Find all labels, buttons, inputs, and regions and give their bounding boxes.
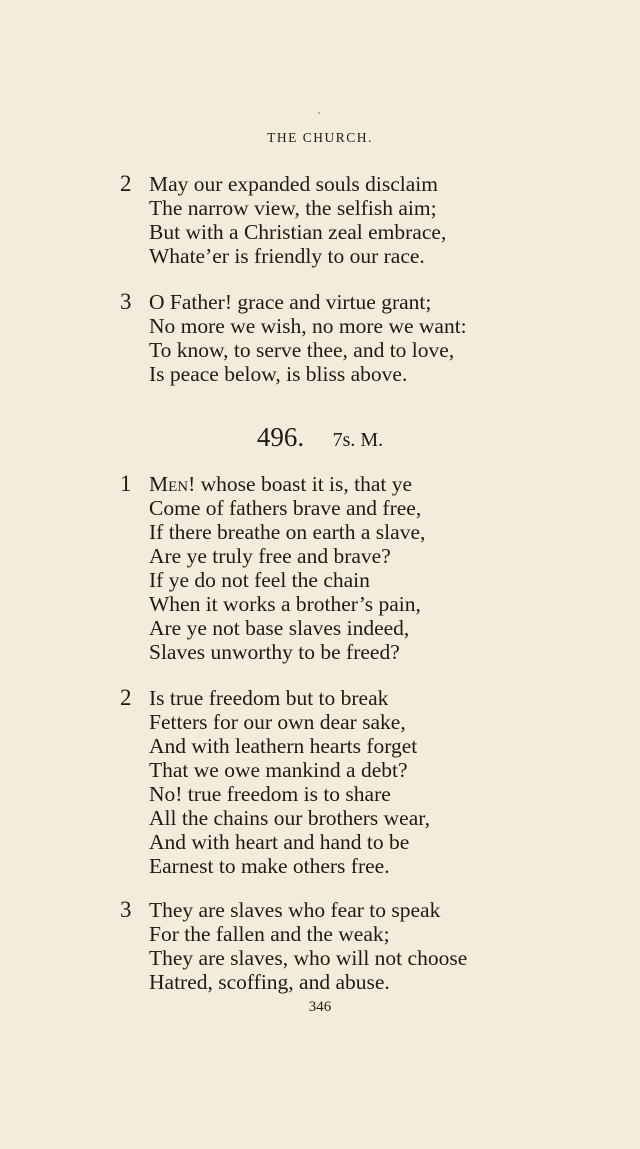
verse-line: All the chains our brothers wear, <box>149 806 430 830</box>
page-number: 346 <box>308 999 332 1015</box>
verse-line <box>149 472 425 496</box>
stanza-number: 1 <box>120 471 132 496</box>
verse-line: Is peace below, is bliss above. <box>149 362 408 386</box>
verse-line: Are ye not base slaves indeed, <box>149 616 410 640</box>
verse-line: And with leathern hearts forget <box>149 734 418 758</box>
first-word: Men <box>149 472 189 496</box>
verse-line: May our expanded souls disclaim <box>149 172 439 196</box>
verse-line: They are slaves, who will not choose <box>149 946 468 970</box>
verse-line: Are ye truly free and brave? <box>149 544 391 568</box>
hymn-meter: 7s. M. <box>332 429 384 451</box>
verse-line: If there breathe on earth a slave, <box>149 520 426 544</box>
verse-line: O Father! grace and virtue grant; <box>149 290 432 314</box>
verse-line: If ye do not feel the chain <box>149 568 370 592</box>
verse-line: Slaves unworthy to be freed? <box>149 640 400 664</box>
verse-line: Whate’er is friendly to our race. <box>149 244 425 268</box>
verse-line: No more we wish, no more we want: <box>149 314 467 338</box>
hymn-496-stanza-2 <box>120 686 430 878</box>
hymn-heading <box>0 422 640 455</box>
verse-line: That we owe mankind a debt? <box>149 758 408 782</box>
stanza-3-previous <box>120 290 467 386</box>
stanza-number: 2 <box>120 685 132 710</box>
verse-line: But with a Christian zeal embrace, <box>149 220 447 244</box>
verse-line: No! true freedom is to share <box>149 782 391 806</box>
verse-line: When it works a brother’s pain, <box>149 592 421 616</box>
verse-line: Is true freedom but to break <box>149 686 389 710</box>
verse-line: And with heart and hand to be <box>149 830 410 854</box>
running-head: THE CHURCH. <box>267 130 373 145</box>
verse-line: Hatred, scoffing, and abuse. <box>149 970 390 994</box>
hymn-496-stanza-1 <box>120 472 425 664</box>
verse-line: They are slaves who fear to speak <box>149 898 441 922</box>
stanza-number: 3 <box>120 897 132 922</box>
verse-line: For the fallen and the weak; <box>149 922 390 946</box>
verse-line: Earnest to make others free. <box>149 854 390 878</box>
verse-line: The narrow view, the selfish aim; <box>149 196 437 220</box>
verse-line: Come of fathers brave and free, <box>149 496 422 520</box>
verse-line: To know, to serve thee, and to love, <box>149 338 455 362</box>
stanza-number: 3 <box>120 289 132 314</box>
hymn-number: 496. <box>256 422 305 452</box>
stanza-number: 2 <box>120 171 132 196</box>
hymn-496-stanza-3 <box>120 898 467 994</box>
verse-line: Fetters for our own dear sake, <box>149 710 406 734</box>
first-line-rest: ! whose boast it is, that ye <box>188 472 413 496</box>
print-speck <box>318 112 320 114</box>
stanza-2-previous <box>120 172 446 268</box>
